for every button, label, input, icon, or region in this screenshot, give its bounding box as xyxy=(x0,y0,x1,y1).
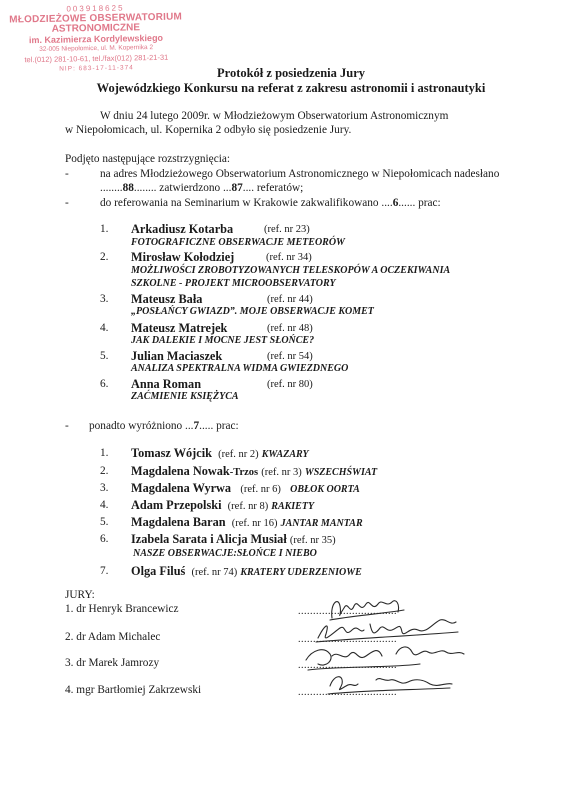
qualified-name: Mirosław Kołodziej xyxy=(131,250,235,264)
bullet1-line1: na adres Młodzieżowego Obserwatorium Astronomicznego w Niepołomicach nadesłano xyxy=(100,168,500,180)
bullet-dash: - xyxy=(65,420,69,432)
qualified-name: Anna Roman xyxy=(131,377,202,391)
institution-stamp xyxy=(1,2,190,75)
signature-line: ................................. xyxy=(298,634,397,645)
qualified-name: Mateusz Bała xyxy=(131,292,203,306)
signature-4 xyxy=(330,677,452,690)
distinguished-count: 7 xyxy=(193,420,200,432)
document-title: Protokół z posiedzenia Jury xyxy=(216,66,366,80)
list-item-number: 2. xyxy=(100,465,109,477)
qualified-ref: (ref. nr 54) xyxy=(267,351,313,362)
signature-line: ................................. xyxy=(298,660,397,671)
qualified-topic: ZAĆMIENIE KSIĘŻYCA xyxy=(131,391,239,402)
distinguished-entry: Olga Filuś (ref. nr 74) KRATERY UDERZENIOWE xyxy=(131,564,362,578)
stamp-regon: 003918625 xyxy=(66,3,125,14)
stamp-name-line1: MŁODZIEŻOWE OBSERWATORIUM xyxy=(9,11,183,26)
distinguished-topic: NASZE OBSERWACJE:SŁOŃCE I NIEBO xyxy=(133,548,317,559)
qualified-topic: ANALIZA SPEKTRALNA WIDMA GWIEZDNEGO xyxy=(131,363,349,374)
jury-member-3: 3. dr Marek Jamrozy xyxy=(65,657,160,669)
jury-heading: JURY: xyxy=(65,589,95,601)
bullet-dash: - xyxy=(65,168,69,180)
qualified-topic: FOTOGRAFICZNE OBSERWACJE METEORÓW xyxy=(131,237,345,248)
list-item-number: 6. xyxy=(100,533,109,545)
stamp-address: 32-005 Niepołomice, ul. M. Kopernika 2 xyxy=(39,44,154,53)
distinguished-entry: Tomasz Wójcik (ref. nr 2) KWAZARY xyxy=(131,446,309,460)
qualified-ref: (ref. nr 48) xyxy=(267,323,313,334)
list-item-number: 5. xyxy=(100,350,109,362)
stamp-phone: tel.(012) 281-10-61, tel./fax(012) 281-21-31 xyxy=(24,52,169,65)
qualified-ref: (ref. nr 34) xyxy=(266,252,312,263)
distinguished-line: ponadto wyróżniono ...7..... prac: xyxy=(89,420,239,432)
handwritten-signatures xyxy=(300,590,470,700)
qualified-ref: (ref. nr 44) xyxy=(267,294,313,305)
approved-count: 87 xyxy=(231,182,243,194)
distinguished-entry: Magdalena Nowak-Trzos (ref. nr 3) WSZECHŚWIAT xyxy=(131,464,378,478)
list-item-number: 1. xyxy=(100,447,109,459)
signature-line: ................................. xyxy=(298,687,397,698)
list-item-number: 6. xyxy=(100,378,109,390)
list-item-number: 5. xyxy=(100,516,109,528)
decisions-heading: Podjęto następujące rozstrzygnięcia: xyxy=(65,153,230,165)
qualified-topic: „POSŁAŃCY GWIAZD”. MOJE OBSERWACJE KOMET xyxy=(131,306,374,317)
jury-member-1: 1. dr Henryk Brancewicz xyxy=(65,603,179,615)
list-item-number: 3. xyxy=(100,293,109,305)
qualified-name: Julian Maciaszek xyxy=(131,349,223,363)
intro-line-1: W dniu 24 lutego 2009r. w Młodzieżowym Obserwatorium Astronomicznym xyxy=(100,110,449,122)
qualified-name: Mateusz Matrejek xyxy=(131,321,228,335)
qualified-name: Arkadiusz Kotarba xyxy=(131,222,234,236)
distinguished-entry: Adam Przepolski (ref. nr 8) RAKIETY xyxy=(131,498,315,512)
qualified-ref: (ref. nr 23) xyxy=(264,224,310,235)
qualified-topic: JAK DALEKIE I MOCNE JEST SŁOŃCE? xyxy=(131,335,315,346)
signature-line: ................................. xyxy=(298,606,397,617)
list-item-number: 7. xyxy=(100,565,109,577)
submitted-count: 88 xyxy=(122,182,134,194)
list-item-number: 2. xyxy=(100,251,109,263)
list-item-number: 4. xyxy=(100,499,109,511)
distinguished-entry: Magdalena Baran (ref. nr 16) JANTAR MANTAR xyxy=(131,515,363,529)
qualified-topic-cont: SZKOLNE - PROJEKT MICROOBSERVATORY xyxy=(131,278,336,289)
qualified-count: 6 xyxy=(392,197,399,209)
list-item-number: 4. xyxy=(100,322,109,334)
signature-3 xyxy=(306,647,464,665)
stamp-nip: NIP: 683-17-11-374 xyxy=(59,64,134,73)
bullet-dash: - xyxy=(65,197,69,209)
signature-2 xyxy=(318,620,456,638)
list-item-number: 1. xyxy=(100,223,109,235)
jury-member-2: 2. dr Adam Michalec xyxy=(65,631,161,643)
stamp-name-line2: ASTRONOMICZNE xyxy=(51,22,141,35)
distinguished-entry: Izabela Sarata i Alicja Musiał (ref. nr 35) xyxy=(131,532,336,546)
jury-member-4: 4. mgr Bartłomiej Zakrzewski xyxy=(65,684,202,696)
qualified-topic: MOŻLIWOŚCI ZROBOTYZOWANYCH TELESKOPÓW A OCZEKIWANIA xyxy=(131,265,451,276)
list-item-number: 3. xyxy=(100,482,109,494)
bullet2-line: do referowania na Seminarium w Krakowie zakwalifikowano ....6...... prac: xyxy=(100,197,441,209)
distinguished-entry: Magdalena Wyrwa (ref. nr 6) OBŁOK OORTA xyxy=(131,481,360,495)
bullet1-line2: ........88........ zatwierdzono ...87.... referatów; xyxy=(100,182,304,194)
document-subtitle: Wojewódzkiego Konkursu na referat z zakresu astronomii i astronautyki xyxy=(96,81,486,95)
intro-line-2: w Niepołomicach, ul. Kopernika 2 odbyło się posiedzenie Jury. xyxy=(65,124,352,136)
stamp-name-line3: im. Kazimierza Kordylewskiego xyxy=(28,32,164,46)
qualified-ref: (ref. nr 80) xyxy=(267,379,313,390)
